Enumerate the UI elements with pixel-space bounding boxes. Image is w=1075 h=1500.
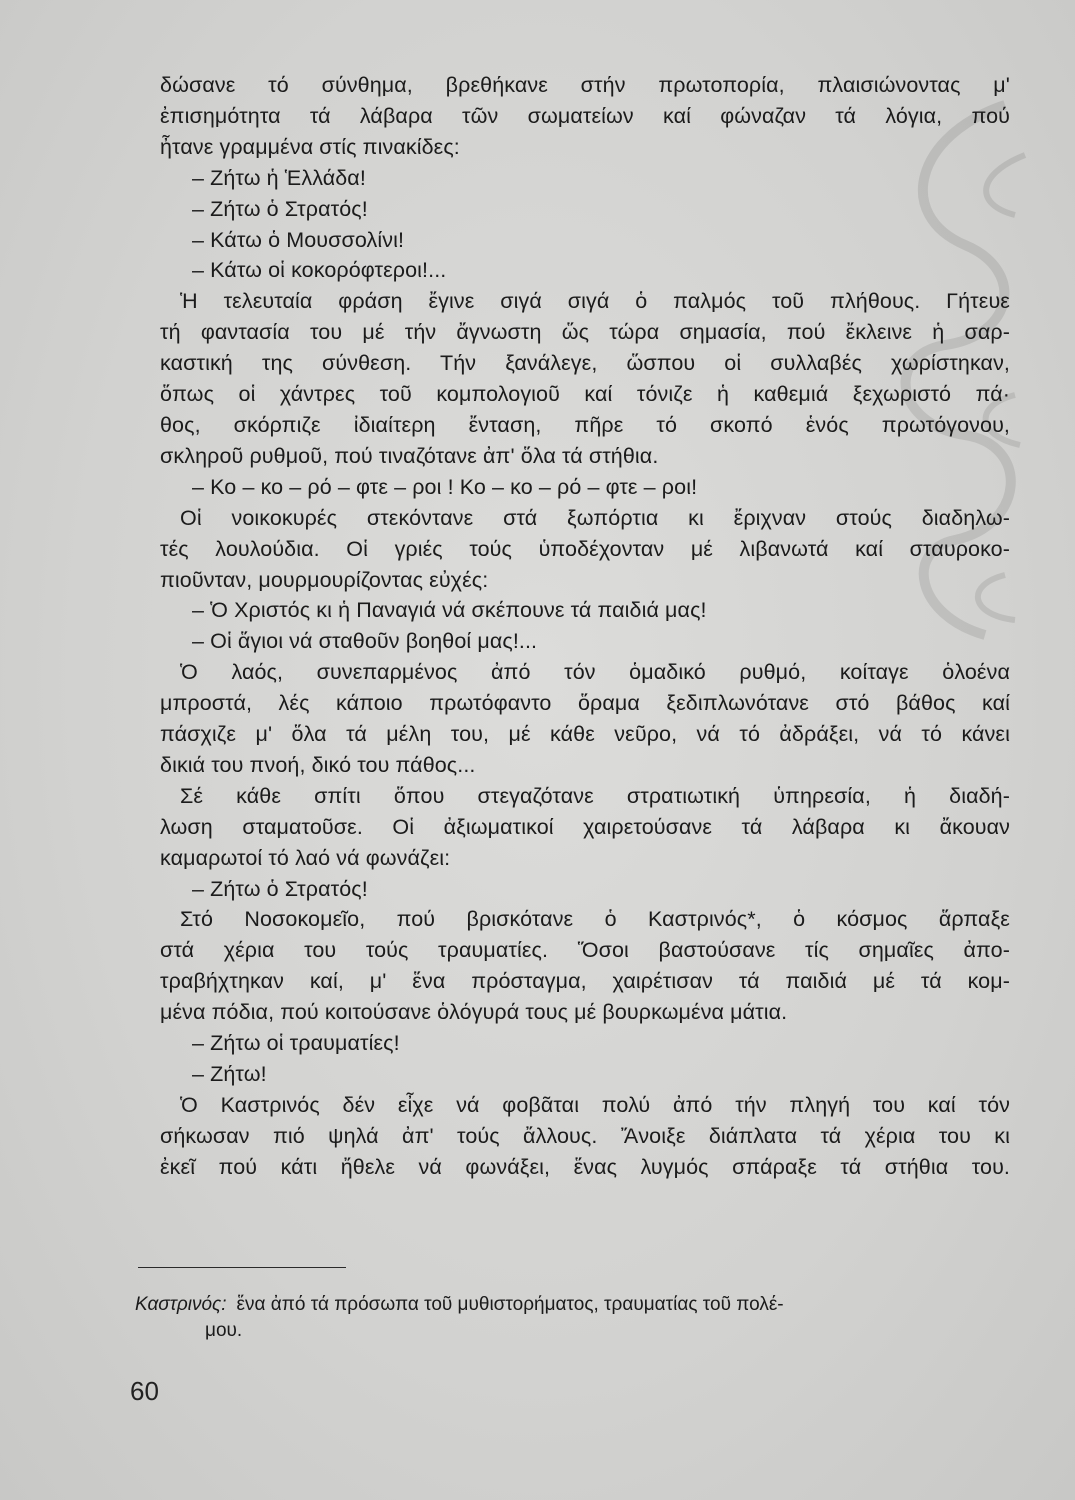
text-line: Σέ κάθε σπίτι ὅπου στεγαζότανε στρατιωτική ὑπηρεσία, ἡ διαδή- [180,783,1010,808]
footnote-text: ἕνα ἀπό τά πρόσωπα τοῦ μυθιστορήματος, τραυματίας τοῦ πολέ- [236,1294,784,1315]
text-line: ἐπισημότητα τά λάβαρα τῶν σωματείων καί φώναζαν τά λόγια, πού [160,103,1010,128]
footnote-separator [138,1267,346,1268]
text-line: ὅπως οἱ χάντρες τοῦ κομπολογιοῦ καί τόνιζε ἡ καθεμιά ξεχωριστό πά· [160,382,1010,407]
dialogue-line: – Ζήτω ὁ Στρατός! [192,196,368,221]
footnote-line [135,1292,990,1318]
dialogue-line: – Κο – κο – ρό – φτε – ροι ! Κο – κο – ρό – φτε – ροι! [192,474,698,499]
text-line: καστική της σύνθεση. Τήν ξανάλεγε, ὥσπου οἱ συλλαβές χωρίστηκαν, [160,351,1010,376]
text-line: Ὁ λαός, συνεπαρμένος ἀπό τόν ὁμαδικό ρυθμό, κοίταγε ὁλοένα [180,660,1010,685]
footnote-continuation: μου. [205,1320,243,1341]
text-line: θος, σκόρπιζε ἰδιαίτερη ἔνταση, πῆρε τό σκοπό ἑνός πρωτόγονου, [160,412,1010,437]
footnote-term: Καστρινός: [135,1294,227,1315]
footnote [135,1292,990,1344]
text-line: τές λουλούδια. Οἱ γριές τούς ὑποδέχονταν μέ λιβανωτά καί σταυροκο- [160,536,1010,561]
text-line: Οἱ νοικοκυρές στεκόντανε στά ξωπόρτια κι ἔριχναν στούς διαδηλω- [180,505,1010,530]
dialogue-line: – Ζήτω ἡ Ἑλλάδα! [192,165,366,190]
text-line: λωση σταματοῦσε. Οἱ ἀξιωματικοί χαιρετούσανε τά λάβαρα κι ἄκουαν [160,814,1010,839]
text-line: στά χέρια του τούς τραυματίες. Ὅσοι βαστούσανε τίς σημαῖες ἀπο- [160,938,1010,963]
dialogue-line: – Ζήτω! [192,1062,267,1086]
dialogue-line: – Ὁ Χριστός κι ἡ Παναγιά νά σκέπουνε τά παιδιά μας! [192,598,707,623]
text-line: μπροστά, λές κάποιο πρωτόφαντο ὅραμα ξεδιπλωνότανε στό βάθος καί [160,691,1010,716]
text-line: καμαρωτοί τό λαό νά φωνάζει: [160,845,451,870]
text-line: Στό Νοσοκομεῖο, πού βρισκότανε ὁ Καστρινός*, ὁ κόσμος ἅρπαξε [180,907,1010,932]
dialogue-line: – Ζήτω οἱ τραυματίες! [192,1031,400,1056]
text-line: τραβήχτηκαν καί, μ' ἕνα πρόσταγμα, χαιρέτισαν τά παιδιά μέ τά κομ- [160,969,1010,994]
main-text [160,70,1010,1183]
text-line: Ὁ Καστρινός δέν εἶχε νά φοβᾶται πολύ ἀπό τήν πληγή του καί τόν [180,1092,1010,1117]
text-line: δικιά του πνοή, δικό του πάθος... [160,752,476,777]
text-line: σήκωσαν πιό ψηλά ἀπ' τούς ἄλλους. Ἄνοιξε διάπλατα τά χέρια του κι [160,1123,1010,1148]
text-line: πάσχιζε μ' ὅλα τά μέλη του, μέ κάθε νεῦρο, νά τό ἀδράξει, νά τό κάνει [160,722,1010,747]
dialogue-line: – Ζήτω ὁ Στρατός! [192,876,368,901]
dialogue-line: – Οἱ ἅγιοι νά σταθοῦν βοηθοί μας!... [192,629,538,654]
text-line: πιοῦνταν, μουρμουρίζοντας εὐχές: [160,567,489,592]
text-line: τή φαντασία του μέ τήν ἄγνωστη ὥς τώρα σημασία, πού ἔκλεινε ἡ σαρ- [160,320,1010,345]
dialogue-line: – Κάτω οἱ κοκορόφτεροι!... [192,258,447,283]
text-line: δώσανε τό σύνθημα, βρεθήκανε στήν πρωτοπορία, πλαισιώνοντας μ' [160,73,1010,97]
text-line: Ἡ τελευταία φράση ἔγινε σιγά σιγά ὁ παλμός τοῦ πλήθους. Γήτευε [180,289,1010,314]
text-line: ἐκεῖ πού κάτι ἤθελε νά φωνάξει, ἕνας λυγμός σπάραξε τά στήθια του. [160,1154,1010,1179]
page-number: 60 [130,1376,159,1406]
dialogue-line: – Κάτω ὁ Μουσσολίνι! [192,227,405,252]
text-line: ἦτανε γραμμένα στίς πινακίδες: [160,134,460,159]
text-line: σκληροῦ ρυθμοῦ, πού τιναζότανε ἀπ' ὅλα τά στήθια. [160,443,659,468]
text-line: μένα πόδια, πού κοιτούσανε ὁλόγυρά τους μέ βουρκωμένα μάτια. [160,1000,788,1025]
